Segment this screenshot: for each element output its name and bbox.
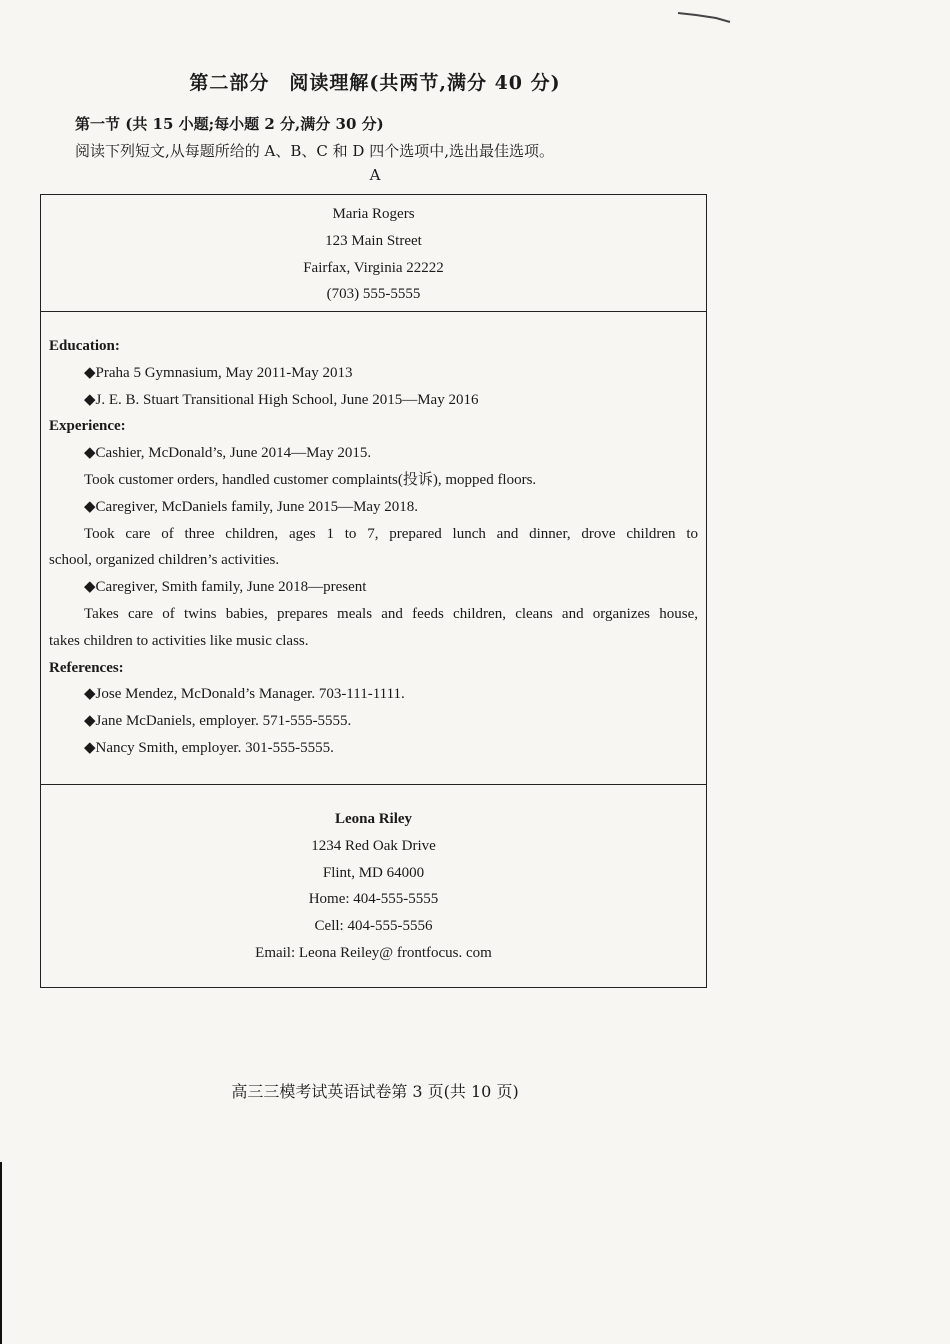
- experience-description-cont: school, organized children’s activities.: [49, 552, 280, 569]
- subsection-heading: 第一节 (共 15 小题;每小题 2 分,满分 30 分): [75, 115, 384, 133]
- scan-artifact-mark: [676, 10, 732, 24]
- resume2-box: [40, 784, 707, 988]
- reference-item: ◆Nancy Smith, employer. 301-555-5555.: [84, 739, 334, 756]
- scan-margin-line: [0, 1162, 2, 1344]
- page-footer: 高三三模考试英语试卷第 3 页(共 10 页): [231, 1082, 519, 1101]
- section-title: 第二部分 阅读理解(共两节,满分 40 分): [189, 72, 561, 94]
- experience-title: ◆Cashier, McDonald’s, June 2014—May 2015.: [84, 445, 372, 462]
- resume1-contact-box: [40, 194, 707, 312]
- resume1-phone: (703) 555-5555: [326, 286, 421, 303]
- resume1-name: Maria Rogers: [332, 206, 415, 222]
- education-item: ◆Praha 5 Gymnasium, May 2011-May 2013: [84, 364, 353, 381]
- resume2-name: Leona Riley: [334, 811, 413, 827]
- reference-item: ◆Jane McDaniels, employer. 571-555-5555.: [84, 713, 352, 730]
- references-heading: References:: [49, 659, 124, 676]
- education-heading: Education:: [49, 338, 120, 354]
- resume1-street: 123 Main Street: [325, 232, 422, 249]
- experience-description: Takes care of twins babies, prepares meals and feeds children, cleans and organizes house,: [84, 605, 698, 622]
- resume2-street: 1234 Red Oak Drive: [311, 837, 436, 854]
- experience-title: ◆Caregiver, McDaniels family, June 2015—May 2018.: [84, 498, 419, 515]
- resume2-cell-phone: Cell: 404-555-5556: [314, 918, 433, 935]
- experience-title: ◆Caregiver, Smith family, June 2018—present: [84, 579, 367, 596]
- resume2-home-phone: Home: 404-555-5555: [308, 891, 439, 908]
- instructions: 阅读下列短文,从每题所给的 A、B、C 和 D 四个选项中,选出最佳选项。: [75, 142, 554, 160]
- resume2-email: Email: Leona Reiley@ frontfocus. com: [255, 944, 492, 961]
- passage-label: A: [369, 166, 381, 184]
- resume2-city: Flint, MD 64000: [322, 864, 425, 881]
- resume1-city: Fairfax, Virginia 22222: [303, 259, 444, 276]
- experience-description-cont: takes children to activities like music class.: [49, 632, 309, 649]
- resume1-body-box: [40, 311, 707, 785]
- experience-description: Took care of three children, ages 1 to 7, prepared lunch and dinner, drove children to: [84, 525, 698, 542]
- reference-item: ◆Jose Mendez, McDonald’s Manager. 703-111-1111.: [84, 686, 405, 703]
- education-item: ◆J. E. B. Stuart Transitional High School, June 2015—May 2016: [84, 391, 479, 408]
- experience-heading: Experience:: [49, 418, 126, 435]
- experience-description: Took customer orders, handled customer complaints(投诉), mopped floors.: [84, 471, 537, 488]
